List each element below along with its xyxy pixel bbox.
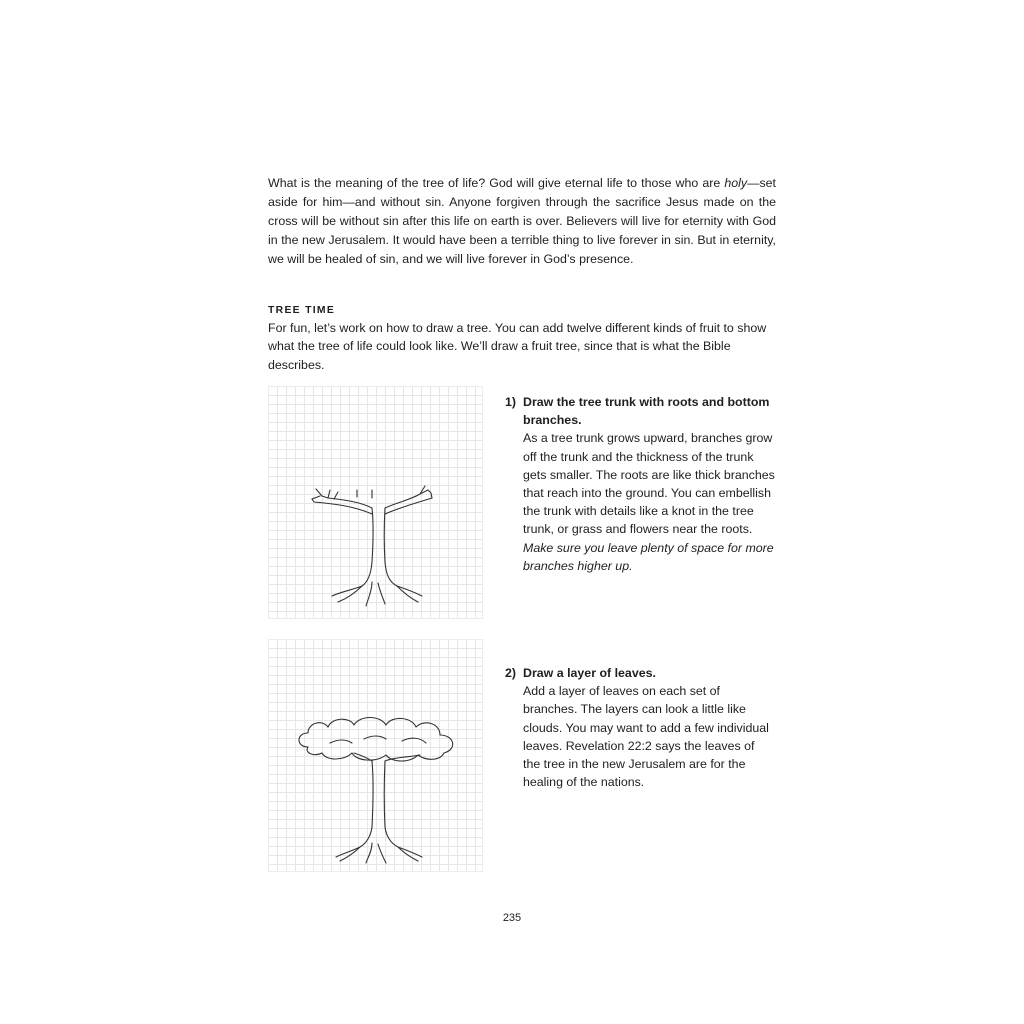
tree-leaves-illustration — [268, 639, 483, 872]
step-1-title-text: Draw the tree trunk with roots and bottom branches. — [523, 395, 770, 428]
step-2-title — [505, 664, 775, 682]
step-2-title-text: Draw a layer of leaves. — [523, 666, 656, 680]
step-2-body: Add a layer of leaves on each set of branches. The layers can look a little like clouds. You may want to add a few individual leaves. Revelation 22:2 says the leaves of the tree in the new Jerusalem are for the healing of the nations. — [523, 684, 769, 790]
page-number: 235 — [502, 912, 522, 924]
step-1-instructions — [505, 393, 775, 575]
section-heading: TREE TIME — [268, 305, 336, 316]
paragraph-emphasis: holy — [724, 176, 748, 190]
step-2-instructions — [505, 664, 775, 791]
step-1-body-text: As a tree trunk grows upward, branches grow off the trunk and the thickness of the trunk gets smaller. The roots are like thick branches that reach into the ground. You can embellish the trunk with details like a knot in the tree trunk, or grass and flowers near the roots. — [523, 431, 775, 537]
step-2-grid-drawing — [268, 639, 483, 872]
body-paragraph — [268, 174, 776, 269]
step-1-body — [523, 429, 775, 575]
step-1-grid-drawing — [268, 386, 483, 619]
step-1-title — [505, 393, 775, 429]
step-1-body-emphasis: Make sure you leave plenty of space for more branches higher up. — [523, 540, 774, 573]
step-1-number: 1) — [505, 395, 517, 409]
paragraph-text-start: What is the meaning of the tree of life? God will give eternal life to those who are — [268, 176, 725, 190]
step-2-number: 2) — [505, 666, 517, 680]
tree-trunk-illustration — [268, 386, 483, 619]
section-intro: For fun, let’s work on how to draw a tree. You can add twelve different kinds of fruit to show what the tree of life could look like. We’ll draw a fruit tree, since that is what the Bible describes. — [268, 321, 767, 372]
paragraph-text-end: —set aside for him—and without sin. Anyone forgiven through the sacrifice Jesus made on the cross will be without sin after this life on earth is over. Believers will live for eternity with God in the new Jerusalem. It would have been a terrible thing to live forever in sin. But in eternity, we will be healed of sin, and we will live forever in God’s presence. — [268, 176, 776, 267]
